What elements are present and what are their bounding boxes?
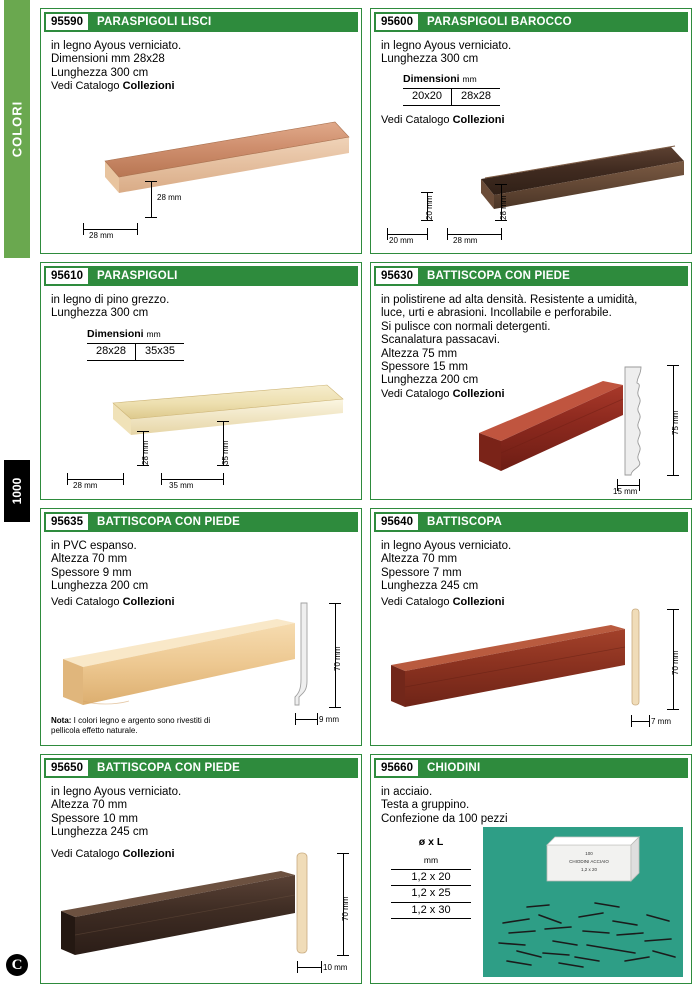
product-body (41, 35, 361, 94)
spec-line: Altezza 75 mm (381, 347, 458, 360)
table-row (391, 886, 471, 902)
product-code: 95650 (46, 760, 88, 776)
product-code: 95660 (376, 760, 418, 776)
spec-line: Spessore 10 mm (51, 812, 138, 825)
card-header (374, 266, 688, 286)
product-title: BATTISCOPA CON PIEDE (96, 516, 241, 528)
spec-line: Confezione da 100 pezzi (381, 812, 508, 825)
measure-label: 28 mm (157, 193, 182, 202)
note-label: Nota: (51, 716, 72, 725)
measure-label: 28 mm (453, 236, 478, 245)
product-code: 95590 (46, 14, 88, 30)
measure-label: 35 mm (221, 440, 230, 465)
spec-line: Scanalatura passacavi. (381, 334, 500, 347)
product-title: BATTISCOPA (426, 516, 503, 528)
product-title: BATTISCOPA CON PIEDE (426, 270, 571, 282)
catalog-prefix: Vedi Catalogo (381, 387, 453, 400)
measure-label: 28 mm (141, 440, 150, 465)
spec-line: Si pulisce con normali detergenti. (381, 320, 551, 333)
measure-label: 28 mm (89, 231, 114, 240)
table-cell: 28x28 (451, 89, 499, 105)
measure-label: 70 mm (341, 896, 350, 921)
spec-line: in legno Ayous verniciato. (381, 540, 512, 552)
svg-text:100: 100 (585, 851, 593, 856)
spec-line: Dimensioni mm 28x28 (51, 53, 165, 66)
card-header (44, 512, 358, 532)
product-title: CHIODINI (426, 762, 481, 774)
dimensions-caption (87, 328, 353, 341)
catalog-name: Collezioni (122, 595, 175, 608)
note-text: I colori legno e argento sono rivestiti di pellicola effetto naturale. (51, 716, 211, 735)
spec-line: Lunghezza 200 cm (381, 374, 479, 387)
dimension-marks-95640 (617, 603, 692, 725)
spec-line: Lunghezza 245 cm (51, 826, 149, 839)
catalog-prefix: Vedi Catalogo (51, 80, 123, 93)
product-image-95635 (55, 613, 305, 723)
table-row (391, 870, 471, 886)
dimensions-caption-text: Dimensioni (87, 327, 144, 340)
catalog-prefix: Vedi Catalogo (51, 847, 123, 860)
table-row (403, 89, 500, 105)
measure-label: 28 mm (499, 195, 508, 220)
product-body (371, 535, 691, 609)
product-grid (40, 8, 692, 982)
table-cell: 1,2 x 30 (391, 902, 471, 918)
dimensions-table (391, 869, 471, 919)
catalog-name: Collezioni (452, 113, 505, 126)
spec-line: Lunghezza 300 cm (51, 307, 149, 320)
dimensions-unit: mm (423, 854, 439, 865)
dimension-marks-95600 (379, 184, 579, 244)
dimensions-caption (403, 73, 683, 86)
dimensions-unit: mm (146, 328, 161, 339)
product-image-95640 (385, 621, 635, 721)
logo-icon: C (6, 954, 28, 976)
table-cell: 1,2 x 25 (391, 886, 471, 902)
catalog-name: Collezioni (452, 387, 505, 400)
spec-line: in polistirene ad alta densità. Resistente a umidità, (381, 294, 638, 306)
spec-line: in acciaio. (381, 786, 433, 798)
product-image-95650 (55, 867, 305, 967)
product-card-95590[interactable] (40, 8, 362, 254)
svg-text:1,2 x 20: 1,2 x 20 (580, 867, 598, 872)
spec-line: in legno di pino grezzo. (51, 294, 170, 306)
catalog-name: Collezioni (122, 80, 175, 93)
table-cell: 35x35 (135, 344, 183, 360)
catalog-name: Collezioni (452, 595, 505, 608)
spec-line: Spessore 7 mm (381, 566, 462, 579)
spec-line: in PVC espanso. (51, 540, 137, 552)
measure-label: 9 mm (319, 715, 339, 724)
catalog-prefix: Vedi Catalogo (381, 595, 453, 608)
catalog-name: Collezioni (122, 847, 175, 860)
measure-label: 15 mm (613, 487, 638, 496)
spec-line: in legno Ayous verniciato. (51, 786, 182, 798)
measure-label: 10 mm (323, 963, 348, 972)
spec-line: Altezza 70 mm (51, 553, 128, 566)
product-image-95660 (483, 827, 683, 977)
dimensions-unit: mm (462, 73, 477, 84)
dimension-marks-95590 (53, 177, 213, 241)
product-card-95610[interactable] (40, 262, 362, 500)
product-card-95650[interactable] (40, 754, 362, 984)
table-cell: 20x20 (403, 89, 451, 105)
card-header (374, 758, 688, 778)
measure-label: 20 mm (389, 236, 414, 245)
dimensions-caption (391, 836, 471, 849)
spec-line: Lunghezza 300 cm (381, 53, 479, 66)
spec-line: Spessore 15 mm (381, 361, 468, 374)
dimension-marks-95650 (285, 847, 362, 971)
catalog-prefix: Vedi Catalogo (381, 113, 453, 126)
catalog-prefix: Vedi Catalogo (51, 595, 123, 608)
card-header (44, 758, 358, 778)
spec-line: in legno Ayous verniciato. (381, 40, 512, 52)
product-body (41, 289, 361, 361)
product-code: 95610 (46, 268, 88, 284)
measure-label: 20 mm (425, 195, 434, 220)
product-code: 95635 (46, 514, 88, 530)
dimension-marks-95610 (51, 421, 271, 490)
spec-line: Altezza 70 mm (51, 799, 128, 812)
dimensions-caption-text: Dimensioni (403, 72, 460, 85)
product-card-95640[interactable] (370, 508, 692, 746)
measure-label: 28 mm (73, 481, 98, 490)
colori-tab-label: COLORI (9, 100, 25, 158)
product-code: 95630 (376, 268, 418, 284)
left-rail (0, 0, 34, 990)
product-note (51, 716, 211, 735)
measure-label: 7 mm (651, 717, 671, 726)
catalog-reference (381, 114, 683, 127)
dimensions-caption-text: ø x L (418, 836, 444, 849)
card-header (44, 266, 358, 286)
page-number-tab (4, 460, 30, 522)
product-title: PARASPIGOLI (96, 270, 178, 282)
spec-line: in legno Ayous verniciato. (51, 40, 182, 52)
table-row (87, 344, 184, 360)
measure-label: 35 mm (169, 481, 194, 490)
table-cell: 28x28 (87, 344, 135, 360)
product-card-95660[interactable] (370, 754, 692, 984)
product-body (371, 35, 691, 127)
measure-label: 70 mm (671, 650, 680, 675)
product-card-95635[interactable] (40, 508, 362, 746)
product-title: BATTISCOPA CON PIEDE (96, 762, 241, 774)
table-cell: 1,2 x 20 (391, 870, 471, 886)
product-code: 95640 (376, 514, 418, 530)
dimension-marks-95630 (607, 359, 691, 496)
product-title: PARASPIGOLI BAROCCO (426, 16, 572, 28)
spec-line: Testa a gruppino. (381, 799, 470, 812)
product-title: PARASPIGOLI LISCI (96, 16, 212, 28)
spec-line: luce, urti e abrasioni. Incollabile e perforabile. (381, 307, 612, 320)
measure-label: 75 mm (671, 410, 680, 435)
product-card-95630[interactable] (370, 262, 692, 500)
product-code: 95600 (376, 14, 418, 30)
measure-label: 70 mm (333, 646, 342, 671)
spec-line: Lunghezza 245 cm (381, 580, 479, 593)
product-card-95600[interactable] (370, 8, 692, 254)
dimension-marks-95635 (281, 597, 362, 723)
dimensions-table (403, 88, 500, 105)
dimensions-unit-row (391, 854, 471, 867)
spec-line: Lunghezza 200 cm (51, 580, 149, 593)
svg-text:CHIODINI ACCIAIO: CHIODINI ACCIAIO (569, 859, 609, 864)
card-header (374, 512, 688, 532)
card-header (44, 12, 358, 32)
catalog-reference (51, 80, 353, 93)
dimensions-table (87, 343, 184, 360)
page-number-label: 1000 (10, 477, 24, 505)
spec-line: Spessore 9 mm (51, 566, 132, 579)
spec-line: Altezza 70 mm (381, 553, 458, 566)
spec-line: Lunghezza 300 cm (51, 66, 149, 79)
table-row (391, 902, 471, 918)
card-header (374, 12, 688, 32)
colori-tab (4, 0, 30, 258)
